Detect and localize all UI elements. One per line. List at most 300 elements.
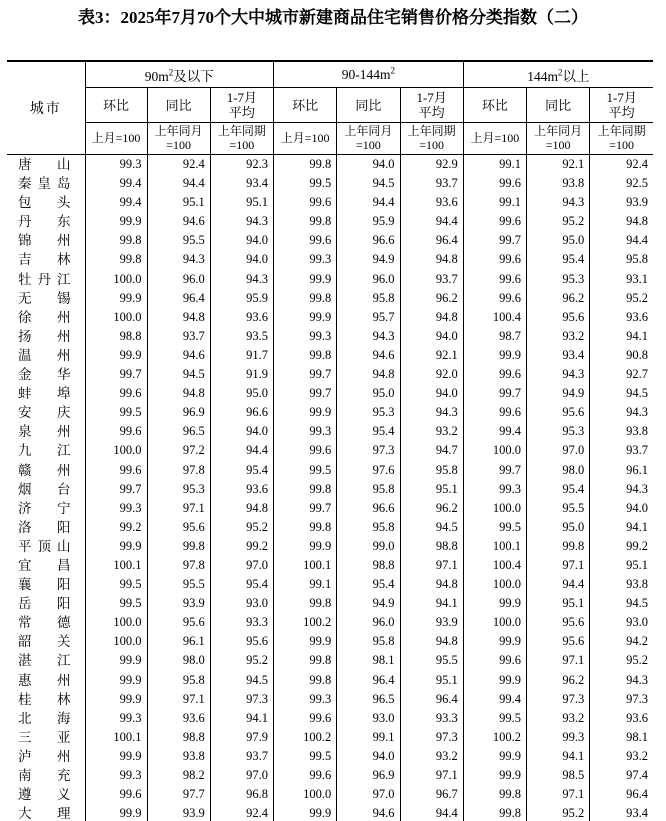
avg-base-line1: 上年同期 xyxy=(407,124,456,138)
value-cell: 95.1 xyxy=(400,480,463,499)
value-cell: 99.9 xyxy=(463,766,526,785)
value-cell: 100.0 xyxy=(463,613,526,632)
value-cell: 95.2 xyxy=(527,804,590,821)
value-cell: 97.8 xyxy=(147,556,210,575)
value-cell: 99.9 xyxy=(85,212,147,231)
value-cell: 100.1 xyxy=(463,537,526,556)
avg-base-line2: =100 xyxy=(419,137,445,152)
value-cell: 100.0 xyxy=(85,613,147,632)
avg-base-line2: =100 xyxy=(229,137,255,152)
column-header-mom: 环比 xyxy=(274,88,337,123)
value-cell: 96.4 xyxy=(400,690,463,709)
value-cell: 92.0 xyxy=(400,365,463,384)
value-cell: 95.1 xyxy=(527,594,590,613)
value-cell: 96.1 xyxy=(147,632,210,651)
value-cell: 93.7 xyxy=(626,443,649,458)
column-header-mom: 环比 xyxy=(85,88,147,123)
value-cell: 99.8 xyxy=(274,594,337,613)
value-cell: 96.2 xyxy=(400,499,463,518)
value-cell: 99.6 xyxy=(274,231,337,250)
table-row xyxy=(7,671,653,690)
value-cell: 99.6 xyxy=(463,270,526,289)
value-cell: 94.3 xyxy=(210,270,273,289)
value-cell: 99.7 xyxy=(274,499,337,518)
value-cell: 94.4 xyxy=(400,804,463,821)
value-cell: 93.0 xyxy=(626,615,649,630)
value-cell: 94.0 xyxy=(210,250,273,269)
price-index-table xyxy=(7,60,653,821)
value-cell: 94.4 xyxy=(210,441,273,460)
column-header-avg-base xyxy=(400,123,463,155)
value-cell: 95.7 xyxy=(337,308,400,327)
value-cell: 99.9 xyxy=(85,537,147,556)
group-label-text: 144m xyxy=(527,68,559,84)
value-cell: 100.0 xyxy=(274,785,337,804)
value-cell: 95.3 xyxy=(527,422,590,441)
table-row xyxy=(7,403,653,422)
table-row xyxy=(7,461,653,480)
value-cell: 99.9 xyxy=(463,632,526,651)
city-cell: 三亚 xyxy=(7,728,85,747)
value-cell: 97.1 xyxy=(527,556,590,575)
value-cell: 95.6 xyxy=(527,403,590,422)
column-header-mom-base: 上月=100 xyxy=(85,123,147,155)
value-cell: 99.8 xyxy=(274,480,337,499)
table-row xyxy=(7,537,653,556)
yoy-base-line1: 上年同月 xyxy=(344,124,393,138)
value-cell: 96.2 xyxy=(527,289,590,308)
value-cell: 94.4 xyxy=(337,193,400,212)
value-cell: 97.3 xyxy=(337,441,400,460)
value-cell: 93.7 xyxy=(210,747,273,766)
value-cell: 96.2 xyxy=(400,289,463,308)
value-cell: 94.8 xyxy=(210,499,273,518)
city-cell: 平顶山 xyxy=(7,537,85,556)
value-cell: 93.8 xyxy=(527,174,590,193)
table-row xyxy=(7,747,653,766)
table-row xyxy=(7,518,653,537)
value-cell: 99.6 xyxy=(274,766,337,785)
group-label-superscript: 2 xyxy=(390,65,396,75)
value-cell: 94.6 xyxy=(147,346,210,365)
value-cell: 95.0 xyxy=(527,231,590,250)
value-cell: 99.9 xyxy=(463,594,526,613)
value-cell: 97.4 xyxy=(626,768,649,782)
value-cell: 98.1 xyxy=(626,729,649,744)
value-cell: 95.6 xyxy=(147,613,210,632)
column-header-avg-base xyxy=(590,123,653,155)
column-header-yoy-base xyxy=(147,123,210,155)
value-cell: 92.4 xyxy=(147,155,210,175)
column-header-group-90-144 xyxy=(274,61,464,88)
value-cell: 94.8 xyxy=(400,250,463,269)
value-cell: 93.7 xyxy=(400,174,463,193)
value-cell: 96.6 xyxy=(337,499,400,518)
value-cell: 99.9 xyxy=(274,632,337,651)
value-cell: 92.1 xyxy=(527,155,590,175)
city-cell: 无锡 xyxy=(7,289,85,308)
value-cell: 96.0 xyxy=(337,613,400,632)
value-cell: 94.0 xyxy=(400,384,463,403)
value-cell: 99.8 xyxy=(147,537,210,556)
value-cell: 93.5 xyxy=(210,327,273,346)
table-row xyxy=(7,632,653,651)
value-cell: 95.4 xyxy=(527,480,590,499)
value-cell: 100.0 xyxy=(85,270,147,289)
table-row xyxy=(7,556,653,575)
value-cell: 96.7 xyxy=(400,785,463,804)
avg-base-line1: 上年同期 xyxy=(217,124,266,138)
value-cell: 93.7 xyxy=(147,327,210,346)
table-row xyxy=(7,441,653,460)
value-cell: 93.1 xyxy=(626,271,649,286)
city-cell: 南充 xyxy=(7,766,85,785)
city-cell: 泉州 xyxy=(7,422,85,441)
value-cell: 100.2 xyxy=(463,728,526,747)
value-cell: 98.2 xyxy=(147,766,210,785)
value-cell: 99.6 xyxy=(463,174,526,193)
value-cell: 98.7 xyxy=(463,327,526,346)
value-cell: 100.0 xyxy=(85,441,147,460)
value-cell: 95.4 xyxy=(210,575,273,594)
value-cell: 99.3 xyxy=(85,155,147,175)
value-cell: 94.0 xyxy=(400,327,463,346)
value-cell: 94.2 xyxy=(626,634,649,649)
table-row xyxy=(7,766,653,785)
value-cell: 99.9 xyxy=(274,537,337,556)
value-cell: 99.9 xyxy=(85,346,147,365)
value-cell: 95.0 xyxy=(210,384,273,403)
value-cell: 99.6 xyxy=(463,365,526,384)
value-cell: 93.6 xyxy=(400,193,463,212)
value-cell: 95.2 xyxy=(210,518,273,537)
value-cell: 96.8 xyxy=(210,785,273,804)
value-cell: 91.9 xyxy=(210,365,273,384)
city-cell: 桂林 xyxy=(7,690,85,709)
column-header-city: 城市 xyxy=(7,61,85,155)
value-cell: 91.7 xyxy=(210,346,273,365)
value-cell: 96.4 xyxy=(147,289,210,308)
avg-label-line1: 1-7月 xyxy=(606,90,637,105)
value-cell: 93.9 xyxy=(147,804,210,821)
table-row xyxy=(7,193,653,212)
value-cell: 99.9 xyxy=(274,270,337,289)
value-cell: 99.6 xyxy=(274,193,337,212)
value-cell: 99.6 xyxy=(85,384,147,403)
value-cell: 96.6 xyxy=(210,403,273,422)
value-cell: 94.1 xyxy=(400,594,463,613)
value-cell: 95.8 xyxy=(337,289,400,308)
value-cell: 100.1 xyxy=(274,556,337,575)
value-cell: 99.5 xyxy=(85,594,147,613)
avg-base-line1: 上年同期 xyxy=(597,124,646,138)
value-cell: 94.0 xyxy=(626,500,649,515)
value-cell: 99.8 xyxy=(274,671,337,690)
value-cell: 95.0 xyxy=(337,384,400,403)
value-cell: 93.4 xyxy=(626,806,649,821)
value-cell: 99.4 xyxy=(463,690,526,709)
value-cell: 95.1 xyxy=(147,193,210,212)
table-row xyxy=(7,480,653,499)
value-cell: 94.8 xyxy=(147,308,210,327)
value-cell: 95.5 xyxy=(147,231,210,250)
value-cell: 94.0 xyxy=(210,231,273,250)
value-cell: 99.6 xyxy=(463,250,526,269)
value-cell: 99.5 xyxy=(274,174,337,193)
value-cell: 99.7 xyxy=(463,461,526,480)
value-cell: 98.1 xyxy=(337,651,400,670)
value-cell: 93.3 xyxy=(210,613,273,632)
value-cell: 98.0 xyxy=(527,461,590,480)
value-cell: 99.6 xyxy=(463,212,526,231)
value-cell: 96.4 xyxy=(337,671,400,690)
city-cell: 宜昌 xyxy=(7,556,85,575)
value-cell: 94.3 xyxy=(210,212,273,231)
avg-label-line2: 平均 xyxy=(608,105,635,120)
city-cell: 徐州 xyxy=(7,308,85,327)
value-cell: 99.5 xyxy=(463,709,526,728)
value-cell: 99.7 xyxy=(274,384,337,403)
city-cell: 常德 xyxy=(7,613,85,632)
value-cell: 94.7 xyxy=(400,441,463,460)
value-cell: 99.8 xyxy=(274,289,337,308)
value-cell: 99.5 xyxy=(463,518,526,537)
value-cell: 94.5 xyxy=(626,596,649,611)
city-cell: 泸州 xyxy=(7,747,85,766)
table-row xyxy=(7,231,653,250)
value-cell: 94.6 xyxy=(337,346,400,365)
value-cell: 94.6 xyxy=(337,804,400,821)
value-cell: 99.3 xyxy=(274,327,337,346)
value-cell: 95.1 xyxy=(400,671,463,690)
value-cell: 94.8 xyxy=(400,632,463,651)
value-cell: 97.3 xyxy=(210,690,273,709)
group-label-text: 以上 xyxy=(562,68,590,84)
column-header-avg xyxy=(590,88,653,123)
value-cell: 99.4 xyxy=(463,422,526,441)
value-cell: 99.5 xyxy=(274,747,337,766)
table-row xyxy=(7,690,653,709)
table-body xyxy=(7,155,653,821)
city-cell: 烟台 xyxy=(7,480,85,499)
value-cell: 93.9 xyxy=(147,594,210,613)
value-cell: 99.6 xyxy=(463,289,526,308)
column-header-avg xyxy=(400,88,463,123)
value-cell: 95.8 xyxy=(400,461,463,480)
value-cell: 94.9 xyxy=(337,250,400,269)
value-cell: 96.5 xyxy=(337,690,400,709)
value-cell: 93.6 xyxy=(147,709,210,728)
table-row xyxy=(7,308,653,327)
value-cell: 97.3 xyxy=(626,691,649,706)
value-cell: 99.9 xyxy=(463,346,526,365)
yoy-base-line1: 上年同月 xyxy=(154,124,203,138)
value-cell: 94.3 xyxy=(626,481,649,496)
column-header-mom-base: 上月=100 xyxy=(463,123,526,155)
value-cell: 95.6 xyxy=(527,632,590,651)
value-cell: 95.3 xyxy=(147,480,210,499)
value-cell: 94.9 xyxy=(527,384,590,403)
value-cell: 99.6 xyxy=(463,403,526,422)
value-cell: 95.9 xyxy=(337,212,400,231)
value-cell: 94.3 xyxy=(626,672,649,687)
column-header-mom-base: 上月=100 xyxy=(274,123,337,155)
value-cell: 95.3 xyxy=(527,270,590,289)
column-header-yoy-base xyxy=(337,123,400,155)
value-cell: 92.4 xyxy=(210,804,273,821)
group-label-superscript: 2 xyxy=(558,67,563,77)
value-cell: 99.7 xyxy=(463,384,526,403)
value-cell: 95.5 xyxy=(147,575,210,594)
value-cell: 96.2 xyxy=(527,671,590,690)
value-cell: 94.1 xyxy=(210,709,273,728)
value-cell: 93.4 xyxy=(527,346,590,365)
value-cell: 94.1 xyxy=(527,747,590,766)
value-cell: 95.4 xyxy=(527,250,590,269)
value-cell: 100.1 xyxy=(85,728,147,747)
page-title: 表3：2025年7月70个大中城市新建商品住宅销售价格分类指数（二） xyxy=(78,8,588,27)
group-label-superscript: 2 xyxy=(168,67,174,77)
city-cell: 北海 xyxy=(7,709,85,728)
city-cell: 蚌埠 xyxy=(7,384,85,403)
value-cell: 100.1 xyxy=(85,556,147,575)
value-cell: 99.2 xyxy=(85,518,147,537)
city-cell: 牡丹江 xyxy=(7,270,85,289)
value-cell: 96.9 xyxy=(147,403,210,422)
city-cell: 唐山 xyxy=(7,155,85,175)
value-cell: 95.4 xyxy=(210,461,273,480)
city-cell: 襄阳 xyxy=(7,575,85,594)
city-cell: 济宁 xyxy=(7,499,85,518)
value-cell: 94.1 xyxy=(626,519,649,534)
value-cell: 93.8 xyxy=(626,424,649,439)
value-cell: 97.1 xyxy=(527,785,590,804)
column-header-yoy: 同比 xyxy=(527,88,590,123)
value-cell: 99.1 xyxy=(463,155,526,175)
value-cell: 97.8 xyxy=(147,461,210,480)
value-cell: 98.8 xyxy=(337,556,400,575)
value-cell: 100.2 xyxy=(274,728,337,747)
column-header-yoy: 同比 xyxy=(147,88,210,123)
value-cell: 96.6 xyxy=(337,231,400,250)
value-cell: 95.2 xyxy=(626,653,649,668)
table-row xyxy=(7,499,653,518)
value-cell: 95.6 xyxy=(147,518,210,537)
value-cell: 99.1 xyxy=(337,728,400,747)
metric-header-row xyxy=(7,88,653,123)
group-label-text: 90-144m xyxy=(341,66,391,82)
value-cell: 99.6 xyxy=(274,441,337,460)
value-cell: 94.8 xyxy=(337,365,400,384)
value-cell: 100.0 xyxy=(463,441,526,460)
value-cell: 93.6 xyxy=(210,308,273,327)
value-cell: 99.9 xyxy=(463,671,526,690)
value-cell: 99.8 xyxy=(85,231,147,250)
value-cell: 98.8 xyxy=(85,327,147,346)
value-cell: 93.4 xyxy=(210,174,273,193)
value-cell: 99.3 xyxy=(85,766,147,785)
column-header-yoy: 同比 xyxy=(337,88,400,123)
value-cell: 97.3 xyxy=(400,728,463,747)
value-cell: 99.8 xyxy=(274,651,337,670)
table-row xyxy=(7,289,653,308)
value-cell: 94.8 xyxy=(626,214,649,229)
value-cell: 99.8 xyxy=(274,212,337,231)
value-cell: 99.9 xyxy=(274,403,337,422)
value-cell: 95.8 xyxy=(337,518,400,537)
value-cell: 94.5 xyxy=(626,386,649,401)
value-cell: 93.2 xyxy=(527,709,590,728)
value-cell: 93.0 xyxy=(337,709,400,728)
value-cell: 100.2 xyxy=(274,613,337,632)
value-cell: 94.3 xyxy=(626,405,649,420)
value-cell: 99.5 xyxy=(85,403,147,422)
value-cell: 94.3 xyxy=(527,193,590,212)
table-row xyxy=(7,785,653,804)
value-cell: 97.0 xyxy=(210,766,273,785)
value-cell: 99.8 xyxy=(463,785,526,804)
table-row xyxy=(7,212,653,231)
value-cell: 99.8 xyxy=(274,155,337,175)
value-cell: 99.7 xyxy=(85,480,147,499)
city-cell: 秦皇岛 xyxy=(7,174,85,193)
value-cell: 99.3 xyxy=(274,422,337,441)
table-row xyxy=(7,422,653,441)
value-cell: 94.5 xyxy=(337,174,400,193)
column-header-avg-base xyxy=(210,123,273,155)
value-cell: 94.4 xyxy=(527,575,590,594)
city-cell: 湛江 xyxy=(7,651,85,670)
city-cell: 锦州 xyxy=(7,231,85,250)
value-cell: 99.4 xyxy=(85,174,147,193)
value-cell: 95.8 xyxy=(626,252,649,267)
column-header-avg xyxy=(210,88,273,123)
table-row xyxy=(7,327,653,346)
value-cell: 97.1 xyxy=(527,651,590,670)
value-cell: 95.9 xyxy=(210,289,273,308)
value-cell: 94.3 xyxy=(337,327,400,346)
column-header-group-144-above xyxy=(463,61,653,88)
value-cell: 93.6 xyxy=(210,480,273,499)
city-cell: 赣州 xyxy=(7,461,85,480)
value-cell: 93.0 xyxy=(210,594,273,613)
column-header-group-90-below xyxy=(85,61,274,88)
value-cell: 94.4 xyxy=(147,174,210,193)
group-label-text: 及以下 xyxy=(173,68,214,84)
value-cell: 96.9 xyxy=(337,766,400,785)
value-cell: 99.5 xyxy=(274,461,337,480)
value-cell: 94.3 xyxy=(527,365,590,384)
value-cell: 99.3 xyxy=(274,250,337,269)
value-cell: 92.3 xyxy=(210,155,273,175)
value-cell: 93.9 xyxy=(626,195,649,210)
value-cell: 94.3 xyxy=(400,403,463,422)
value-cell: 100.0 xyxy=(463,499,526,518)
value-cell: 99.9 xyxy=(274,804,337,821)
yoy-base-line2: =100 xyxy=(545,137,571,152)
value-cell: 97.2 xyxy=(147,441,210,460)
value-cell: 92.4 xyxy=(626,157,649,171)
value-cell: 94.5 xyxy=(210,671,273,690)
value-cell: 97.1 xyxy=(400,556,463,575)
value-cell: 94.8 xyxy=(400,308,463,327)
value-cell: 95.1 xyxy=(626,557,649,572)
value-cell: 99.1 xyxy=(463,193,526,212)
value-cell: 97.0 xyxy=(337,785,400,804)
value-cell: 93.3 xyxy=(400,709,463,728)
value-cell: 99.3 xyxy=(274,690,337,709)
value-cell: 99.2 xyxy=(626,538,649,553)
